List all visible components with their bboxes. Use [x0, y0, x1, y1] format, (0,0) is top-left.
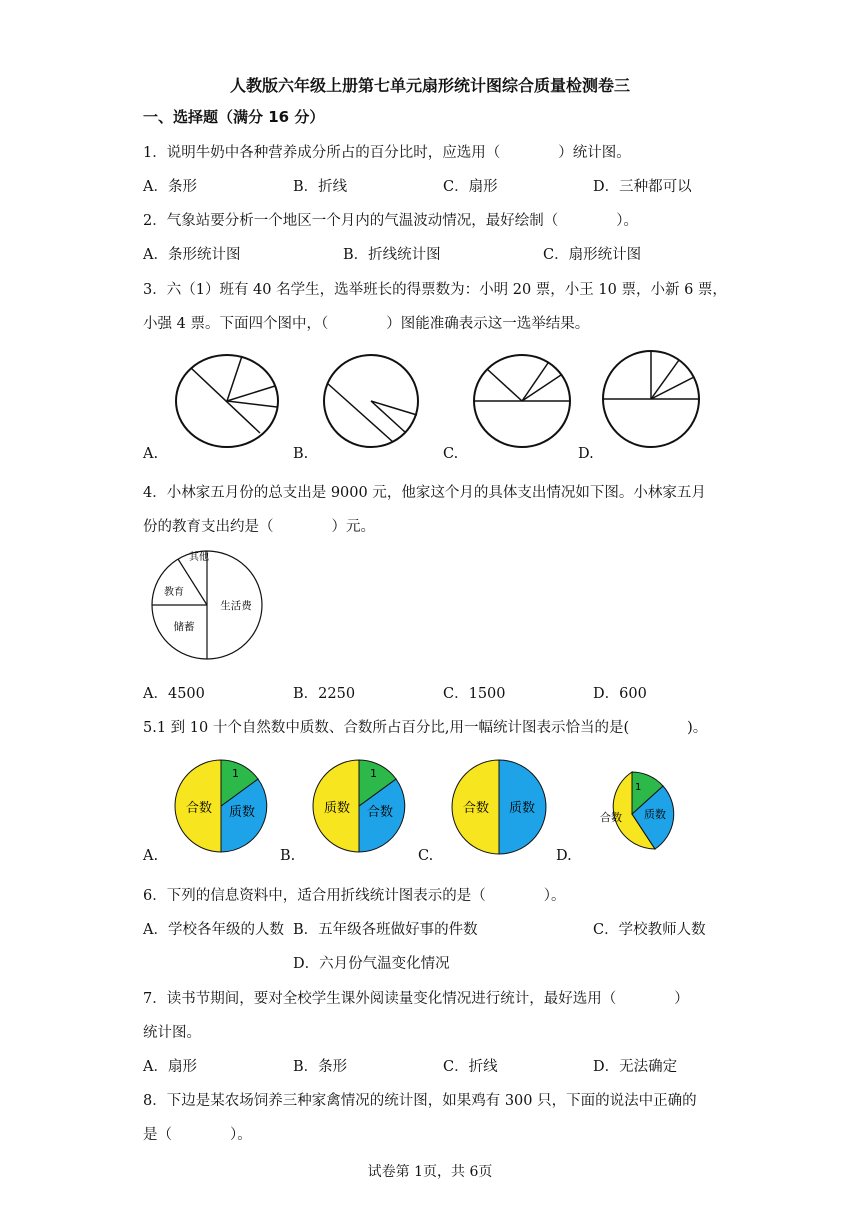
q5-a-one: 1: [232, 767, 239, 780]
q3-pie-b: [322, 353, 420, 449]
q4-option-c: C．1500: [443, 686, 506, 702]
pie-label-other-1: 其他: [189, 552, 209, 563]
q3-pie-c: [472, 353, 572, 449]
question-4-line-2: 份的教育支出约是（ ）元。: [143, 519, 375, 535]
q6-option-b: B．五年级各班做好事的件数: [293, 922, 478, 938]
page-footer: 试卷第 1页，共 6页: [367, 1164, 493, 1180]
q5-c-composite: 合数: [462, 801, 490, 816]
q1-option-d: D．三种都可以: [593, 179, 692, 195]
q7-option-c: C．折线: [443, 1059, 498, 1075]
q5-pie-a: [174, 759, 268, 853]
q5-c-prime: 质数: [508, 801, 536, 816]
q2-option-c: C．扇形统计图: [543, 247, 642, 263]
q5-label-d: D.: [556, 848, 572, 864]
q5-a-composite: 合数: [185, 801, 213, 816]
question-4-line-1: 4．小林家五月份的总支出是 9000 元，他家这个月的具体支出情况如下图。小林家五月: [143, 485, 706, 501]
q5-a-prime: 质数: [228, 805, 256, 820]
page-title: 人教版六年级上册第七单元扇形统计图综合质量检测卷三: [229, 76, 630, 95]
q1-option-c: C．扇形: [443, 179, 498, 195]
q4-option-d: D．600: [593, 686, 647, 702]
q5-d-one: 1: [635, 782, 642, 793]
question-1: 1．说明牛奶中各种营养成分所占的百分比时，应选用（ ）统计图。: [143, 145, 631, 161]
section-heading: 一、选择题（满分 16 分）: [143, 108, 325, 126]
q1-option-b: B．折线: [293, 179, 348, 195]
q6-option-c: C．学校教师人数: [593, 922, 706, 938]
question-3-line-2: 小强 4 票。下面四个图中，（ ）图能准确表示这一选举结果。: [143, 316, 590, 332]
question-8-line-1: 8．下边是某农场饲养三种家禽情况的统计图，如果鸡有 300 只，下面的说法中正确的: [143, 1093, 697, 1109]
q5-b-composite: 合数: [366, 805, 394, 820]
q7-option-b: B．条形: [293, 1059, 348, 1075]
pie-label-living: 生活费: [220, 600, 252, 612]
q5-label-b: B.: [280, 848, 296, 864]
q4-expense-pie: [150, 549, 264, 661]
question-8-line-2: 是（ ）。: [143, 1127, 252, 1143]
q3-label-c: C.: [443, 446, 459, 462]
q5-label-a: A.: [143, 848, 159, 864]
q5-pie-d: [589, 771, 675, 857]
q2-option-b: B．折线统计图: [343, 247, 441, 263]
q4-option-b: B．2250: [293, 686, 356, 702]
q7-option-d: D．无法确定: [593, 1059, 678, 1075]
question-7-line-2: 统计图。: [143, 1025, 201, 1041]
q5-d-composite: 合数: [600, 811, 622, 824]
q5-b-prime: 质数: [323, 801, 351, 816]
q7-option-a: A．扇形: [143, 1059, 197, 1075]
question-5: 5.1 到 10 十个自然数中质数、合数所占百分比,用一幅统计图表示恰当的是( )。: [143, 720, 708, 736]
q2-option-a: A．条形统计图: [143, 247, 241, 263]
q5-pie-b: [312, 759, 406, 853]
q5-b-one: 1: [370, 767, 377, 780]
q6-option-d: D．六月份气温变化情况: [293, 956, 450, 972]
q3-label-a: A.: [143, 446, 159, 462]
pie-label-savings: 储蓄: [173, 621, 195, 633]
q4-option-a: A．4500: [143, 686, 205, 702]
q3-label-b: B.: [293, 446, 309, 462]
question-6: 6．下列的信息资料中，适合用折线统计图表示的是（ ）。: [143, 888, 566, 904]
q5-pie-c: [451, 759, 547, 855]
q6-option-a: A．学校各年级的人数: [143, 922, 284, 938]
q1-option-a: A．条形: [143, 179, 197, 195]
pie-label-education: 教育: [164, 587, 184, 598]
question-2: 2．气象站要分析一个地区一个月内的气温波动情况，最好绘制（ ）。: [143, 213, 638, 229]
q5-label-c: C.: [418, 848, 434, 864]
q3-pie-a: [174, 353, 280, 449]
question-7-line-1: 7．读书节期间，要对全校学生课外阅读量变化情况进行统计，最好选用（ ）: [143, 991, 689, 1007]
question-3-line-1: 3．六（1）班有 40 名学生，选举班长的得票数为：小明 20 票，小王 10 票，小新 6 票，: [143, 282, 727, 298]
q3-label-d: D.: [578, 446, 594, 462]
q5-d-prime: 质数: [644, 808, 666, 821]
q3-pie-d: [601, 349, 701, 449]
